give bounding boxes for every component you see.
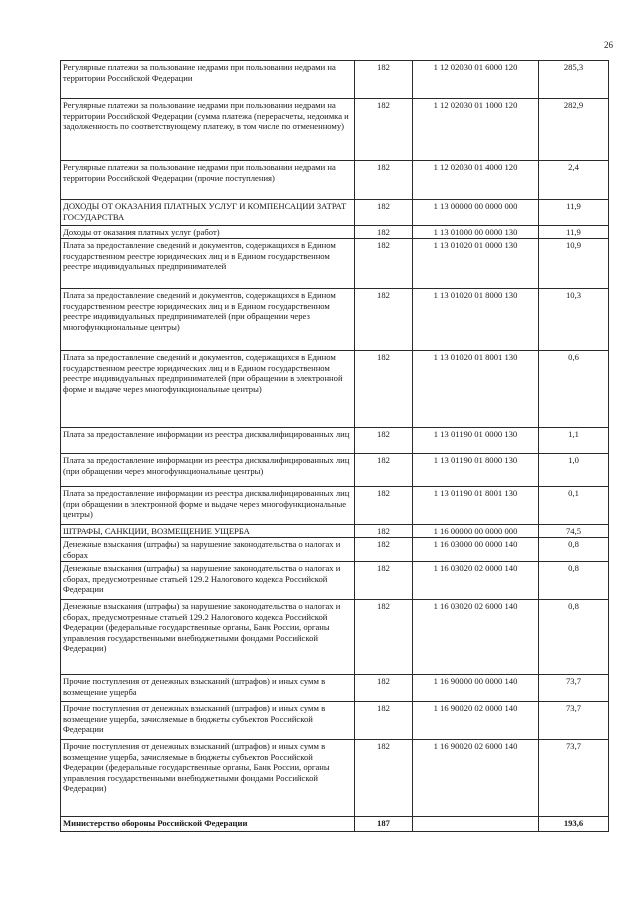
row-amount-cell: 2,4 [539, 161, 609, 200]
row-amount-cell: 11,9 [539, 226, 609, 239]
row-amount-cell: 282,9 [539, 99, 609, 161]
row-name-cell: ШТРАФЫ, САНКЦИИ, ВОЗМЕЩЕНИЕ УЩЕРБА [61, 525, 355, 538]
row-budget-code-cell: 1 13 01190 01 0000 130 [413, 428, 539, 454]
row-admin-code-cell: 182 [355, 200, 413, 226]
row-amount-cell: 0,8 [539, 562, 609, 600]
table-row [61, 226, 609, 239]
row-name-cell: Денежные взыскания (штрафы) за нарушение законодательства о налогах и сборах [61, 538, 355, 562]
row-budget-code-cell: 1 13 01000 00 0000 130 [413, 226, 539, 239]
table-row [61, 740, 609, 817]
row-name-cell: ДОХОДЫ ОТ ОКАЗАНИЯ ПЛАТНЫХ УСЛУГ И КОМПЕНСАЦИИ ЗАТРАТ ГОСУДАРСТВА [61, 200, 355, 226]
row-admin-code-cell: 182 [355, 740, 413, 817]
table-row [61, 600, 609, 675]
row-name-cell: Денежные взыскания (штрафы) за нарушение законодательства о налогах и сборах, предусмотренные статьей 129.2 Налогового кодекса Российской Федерации [61, 562, 355, 600]
row-budget-code-cell: 1 13 01020 01 8001 130 [413, 351, 539, 428]
row-amount-cell: 285,3 [539, 61, 609, 99]
row-name-cell: Плата за предоставление информации из реестра дисквалифицированных лиц (при обращении через многофункциональные центры) [61, 454, 355, 487]
row-admin-code-cell: 182 [355, 675, 413, 702]
table-row [61, 428, 609, 454]
row-budget-code-cell: 1 12 02030 01 6000 120 [413, 61, 539, 99]
row-admin-code-cell: 182 [355, 538, 413, 562]
table-row [61, 99, 609, 161]
row-amount-cell: 0,6 [539, 351, 609, 428]
table-row [61, 675, 609, 702]
row-admin-code-cell: 182 [355, 351, 413, 428]
row-budget-code-cell: 1 13 01020 01 8000 130 [413, 289, 539, 351]
row-admin-code-cell: 182 [355, 487, 413, 525]
table-row [61, 289, 609, 351]
budget-revenue-table [60, 60, 609, 832]
table-row [61, 351, 609, 428]
table-row [61, 525, 609, 538]
row-admin-code-cell: 182 [355, 99, 413, 161]
row-admin-code-cell: 182 [355, 702, 413, 740]
table-row [61, 702, 609, 740]
row-budget-code-cell: 1 16 90020 02 0000 140 [413, 702, 539, 740]
row-amount-cell: 0,8 [539, 538, 609, 562]
row-admin-code-cell: 182 [355, 525, 413, 538]
row-name-cell: Прочие поступления от денежных взысканий (штрафов) и иных сумм в возмещение ущерба [61, 675, 355, 702]
row-amount-cell: 73,7 [539, 740, 609, 817]
row-name-cell: Плата за предоставление сведений и документов, содержащихся в Едином государственном реестре юридических лиц и в Едином государственном реестре индивидуальных предпринимателей (при обращении в электронной форме и выдаче через многофункциональные центры) [61, 351, 355, 428]
table-row [61, 239, 609, 289]
row-budget-code-cell [413, 817, 539, 832]
row-budget-code-cell: 1 16 03020 02 0000 140 [413, 562, 539, 600]
row-admin-code-cell: 182 [355, 454, 413, 487]
row-budget-code-cell: 1 16 00000 00 0000 000 [413, 525, 539, 538]
row-budget-code-cell: 1 13 00000 00 0000 000 [413, 200, 539, 226]
row-amount-cell: 0,8 [539, 600, 609, 675]
row-budget-code-cell: 1 12 02030 01 1000 120 [413, 99, 539, 161]
row-admin-code-cell: 182 [355, 61, 413, 99]
row-amount-cell: 1,1 [539, 428, 609, 454]
row-name-cell: Плата за предоставление информации из реестра дисквалифицированных лиц (при обращении в электронной форме и выдаче через многофункциональные центры) [61, 487, 355, 525]
row-name-cell: Прочие поступления от денежных взысканий (штрафов) и иных сумм в возмещение ущерба, зачисляемые в бюджеты субъектов Российской Федерации [61, 702, 355, 740]
row-admin-code-cell: 182 [355, 226, 413, 239]
row-admin-code-cell: 182 [355, 239, 413, 289]
row-admin-code-cell: 182 [355, 161, 413, 200]
table-row [61, 817, 609, 832]
row-budget-code-cell: 1 16 90000 00 0000 140 [413, 675, 539, 702]
row-budget-code-cell: 1 16 90020 02 6000 140 [413, 740, 539, 817]
row-name-cell: Плата за предоставление сведений и документов, содержащихся в Едином государственном реестре юридических лиц и в Едином государственном реестре индивидуальных предпринимателей (при обращении через многофункциональные центры) [61, 289, 355, 351]
row-name-cell: Министерство обороны Российской Федерации [61, 817, 355, 832]
row-amount-cell: 0,1 [539, 487, 609, 525]
table-row [61, 161, 609, 200]
row-admin-code-cell: 187 [355, 817, 413, 832]
row-name-cell: Прочие поступления от денежных взысканий (штрафов) и иных сумм в возмещение ущерба, зачисляемые в бюджеты субъектов Российской Федерации (федеральные государственные органы, Банк России, органы управления государственными внебюджетными фондами Российской Федерации) [61, 740, 355, 817]
row-name-cell: Регулярные платежи за пользование недрами при пользовании недрами на территории Российской Федерации (сумма платежа (перерасчеты, недоимка и задолженность по соответствующему платежу, в том числе по отмененному) [61, 99, 355, 161]
row-name-cell: Плата за предоставление информации из реестра дисквалифицированных лиц [61, 428, 355, 454]
table-row [61, 538, 609, 562]
row-name-cell: Денежные взыскания (штрафы) за нарушение законодательства о налогах и сборах, предусмотренные статьей 129.2 Налогового кодекса Российской Федерации (федеральные государственные органы, Банк России, органы управления государственными внебюджетными фондами Российской Федерации) [61, 600, 355, 675]
row-amount-cell: 74,5 [539, 525, 609, 538]
table-row [61, 562, 609, 600]
page-number: 26 [604, 40, 613, 50]
row-amount-cell: 1,0 [539, 454, 609, 487]
row-amount-cell: 11,9 [539, 200, 609, 226]
row-name-cell: Регулярные платежи за пользование недрами при пользовании недрами на территории Российской Федерации [61, 61, 355, 99]
row-amount-cell: 193,6 [539, 817, 609, 832]
row-budget-code-cell: 1 16 03000 00 0000 140 [413, 538, 539, 562]
row-amount-cell: 73,7 [539, 675, 609, 702]
row-admin-code-cell: 182 [355, 600, 413, 675]
table-body [61, 61, 609, 832]
row-admin-code-cell: 182 [355, 428, 413, 454]
table-row [61, 487, 609, 525]
row-admin-code-cell: 182 [355, 562, 413, 600]
row-budget-code-cell: 1 13 01020 01 0000 130 [413, 239, 539, 289]
row-amount-cell: 10,3 [539, 289, 609, 351]
row-amount-cell: 10,9 [539, 239, 609, 289]
row-budget-code-cell: 1 13 01190 01 8001 130 [413, 487, 539, 525]
row-name-cell: Регулярные платежи за пользование недрами при пользовании недрами на территории Российской Федерации (прочие поступления) [61, 161, 355, 200]
row-budget-code-cell: 1 12 02030 01 4000 120 [413, 161, 539, 200]
row-budget-code-cell: 1 16 03020 02 6000 140 [413, 600, 539, 675]
table-row [61, 61, 609, 99]
row-admin-code-cell: 182 [355, 289, 413, 351]
row-budget-code-cell: 1 13 01190 01 8000 130 [413, 454, 539, 487]
table-row [61, 200, 609, 226]
row-name-cell: Плата за предоставление сведений и документов, содержащихся в Едином государственном реестре юридических лиц и в Едином государственном реестре индивидуальных предпринимателей [61, 239, 355, 289]
row-name-cell: Доходы от оказания платных услуг (работ) [61, 226, 355, 239]
table-row [61, 454, 609, 487]
row-amount-cell: 73,7 [539, 702, 609, 740]
